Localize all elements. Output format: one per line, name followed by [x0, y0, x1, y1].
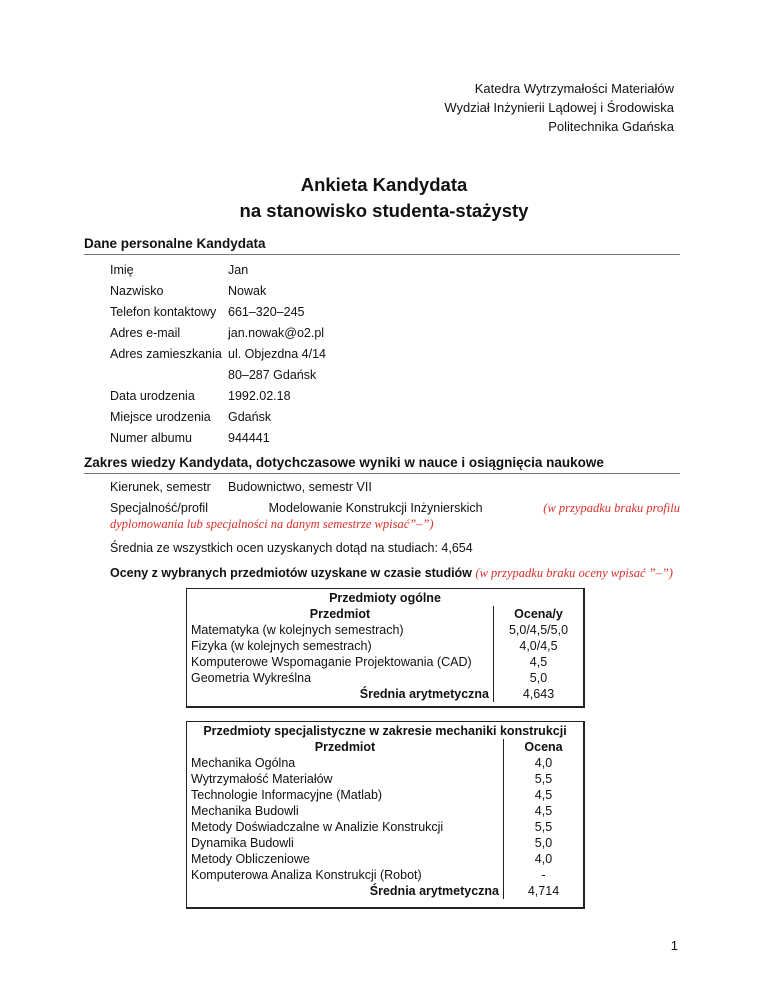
- subject-cell: Mechanika Ogólna: [187, 755, 504, 771]
- overall-average: Średnia ze wszystkich ocen uzyskanych dotąd na studiach: 4,654: [110, 541, 473, 555]
- grade-cell: 5,5: [534, 820, 553, 834]
- grades-heading-text: Oceny z wybranych przedmiotów uzyskane w czasie studiów: [110, 566, 472, 580]
- field-label: Numer albumu: [110, 431, 192, 445]
- field-label: Telefon kontaktowy: [110, 305, 217, 319]
- field-label: [110, 365, 228, 386]
- column-header-grade: Ocena: [524, 740, 563, 754]
- knowledge-section-heading: Zakres wiedzy Kandydata, dotychczasowe wyniki w nauce i osiągnięcia naukowe: [84, 455, 680, 474]
- table-row: [187, 654, 583, 670]
- personal-row: [110, 281, 326, 302]
- subject-cell: Wytrzymałość Materiałów: [187, 771, 504, 787]
- table-row: [187, 819, 583, 835]
- field-value: 1992.02.18: [228, 389, 291, 403]
- table-row: [187, 803, 583, 819]
- subject-cell: Fizyka (w kolejnych semestrach): [187, 638, 494, 654]
- average-row: [187, 686, 583, 702]
- column-header-grade: Ocena/y: [514, 607, 563, 621]
- personal-section-heading: Dane personalne Kandydata: [84, 236, 680, 255]
- field-label: Adres zamieszkania: [110, 347, 222, 361]
- field-label: Adres e-mail: [110, 326, 181, 340]
- subject-cell: Metody Doświadczalne w Analizie Konstrukcji: [187, 819, 504, 835]
- grade-cell: 4,5: [534, 788, 553, 802]
- personal-data-list: [110, 260, 326, 449]
- field-value: 661–320–245: [228, 305, 305, 319]
- subject-cell: Metody Obliczeniowe: [187, 851, 504, 867]
- column-header-subject: Przedmiot: [187, 739, 504, 755]
- field-value: 80–287 Gdańsk: [228, 368, 317, 382]
- faculty-name: Wydział Inżynierii Lądowej i Środowiska: [444, 100, 674, 115]
- personal-row: [110, 323, 326, 344]
- document-title: [0, 172, 768, 224]
- average-label: Średnia arytmetyczna: [187, 883, 504, 899]
- grade-cell: 4,0: [534, 756, 553, 770]
- average-row: [187, 883, 583, 899]
- table-row: [187, 670, 583, 686]
- field-value: jan.nowak@o2.pl: [228, 326, 325, 340]
- grades-heading: [110, 566, 673, 581]
- field-label: Nazwisko: [110, 284, 164, 298]
- table-row: [187, 771, 583, 787]
- subject-cell: Geometria Wykreślna: [187, 670, 494, 686]
- average-label: Średnia arytmetyczna: [187, 686, 494, 702]
- grade-cell: 4,0: [534, 852, 553, 866]
- column-header-subject: Przedmiot: [187, 606, 494, 622]
- subject-cell: Komputerowa Analiza Konstrukcji (Robot): [187, 867, 504, 883]
- grade-cell: 4,0/4,5: [519, 639, 558, 653]
- field-of-study-label: Kierunek, semestr: [110, 480, 211, 494]
- field-value: Gdańsk: [228, 410, 272, 424]
- field-value: 944441: [228, 431, 270, 445]
- personal-row: [110, 407, 326, 428]
- personal-row: [110, 386, 326, 407]
- specialization-note-1: (w przypadku braku profilu: [543, 501, 680, 515]
- specialization: [110, 500, 680, 532]
- table-caption: Przedmioty ogólne: [329, 591, 441, 605]
- field-of-study-value: Budownictwo, semestr VII: [228, 480, 372, 494]
- subject-cell: Mechanika Budowli: [187, 803, 504, 819]
- page-number: 1: [670, 938, 678, 953]
- table-row: [187, 787, 583, 803]
- field-value: Nowak: [228, 284, 267, 298]
- grade-cell: 4,5: [529, 655, 548, 669]
- table-row: [187, 867, 583, 883]
- field-value: Jan: [228, 263, 249, 277]
- specialization-label: Specjalność/profil: [110, 501, 208, 515]
- subject-cell: Technologie Informacyjne (Matlab): [187, 787, 504, 803]
- department-name: Katedra Wytrzymałości Materiałów: [474, 81, 674, 96]
- grade-cell: 5,0: [529, 671, 548, 685]
- field-label: Miejsce urodzenia: [110, 410, 211, 424]
- subject-cell: Komputerowe Wspomaganie Projektowania (CAD): [187, 654, 494, 670]
- subject-cell: Matematyka (w kolejnych semestrach): [187, 622, 494, 638]
- grade-cell: -: [541, 868, 546, 882]
- general-subjects-table: [186, 588, 585, 708]
- average-value: 4,643: [522, 687, 555, 701]
- title-line-2: na stanowisko studenta-stażysty: [239, 200, 529, 221]
- table-row: [187, 755, 583, 771]
- table-row: [187, 622, 583, 638]
- general-table-grid: [187, 590, 583, 702]
- grade-cell: 5,0/4,5/5,0: [508, 623, 569, 637]
- specialist-subjects-table: [186, 721, 585, 909]
- field-value: ul. Objezdna 4/14: [228, 347, 326, 361]
- personal-row: [110, 428, 326, 449]
- personal-row: [110, 344, 326, 365]
- institution-header: [444, 79, 674, 136]
- grade-cell: 5,5: [534, 772, 553, 786]
- table-row: [187, 638, 583, 654]
- field-of-study: [110, 480, 372, 494]
- title-line-1: Ankieta Kandydata: [300, 174, 468, 195]
- grade-cell: 5,0: [534, 836, 553, 850]
- specialization-note-2: dyplomowania lub specjalności na danym semestrze wpisać”–”): [110, 517, 434, 531]
- personal-row: [110, 260, 326, 281]
- grades-heading-note: (w przypadku braku oceny wpisać ”–”): [475, 566, 673, 580]
- specialization-value: Modelowanie Konstrukcji Inżynierskich: [268, 501, 483, 515]
- specialist-table-grid: [187, 723, 583, 899]
- personal-row: [110, 302, 326, 323]
- table-row: [187, 851, 583, 867]
- field-label: Imię: [110, 263, 134, 277]
- table-row: [187, 835, 583, 851]
- field-label: Data urodzenia: [110, 389, 195, 403]
- subject-cell: Dynamika Budowli: [187, 835, 504, 851]
- average-value: 4,714: [527, 884, 560, 898]
- personal-row: [110, 365, 326, 386]
- grade-cell: 4,5: [534, 804, 553, 818]
- university-name: Politechnika Gdańska: [548, 119, 674, 134]
- table-caption: Przedmioty specjalistyczne w zakresie mechaniki konstrukcji: [203, 724, 567, 738]
